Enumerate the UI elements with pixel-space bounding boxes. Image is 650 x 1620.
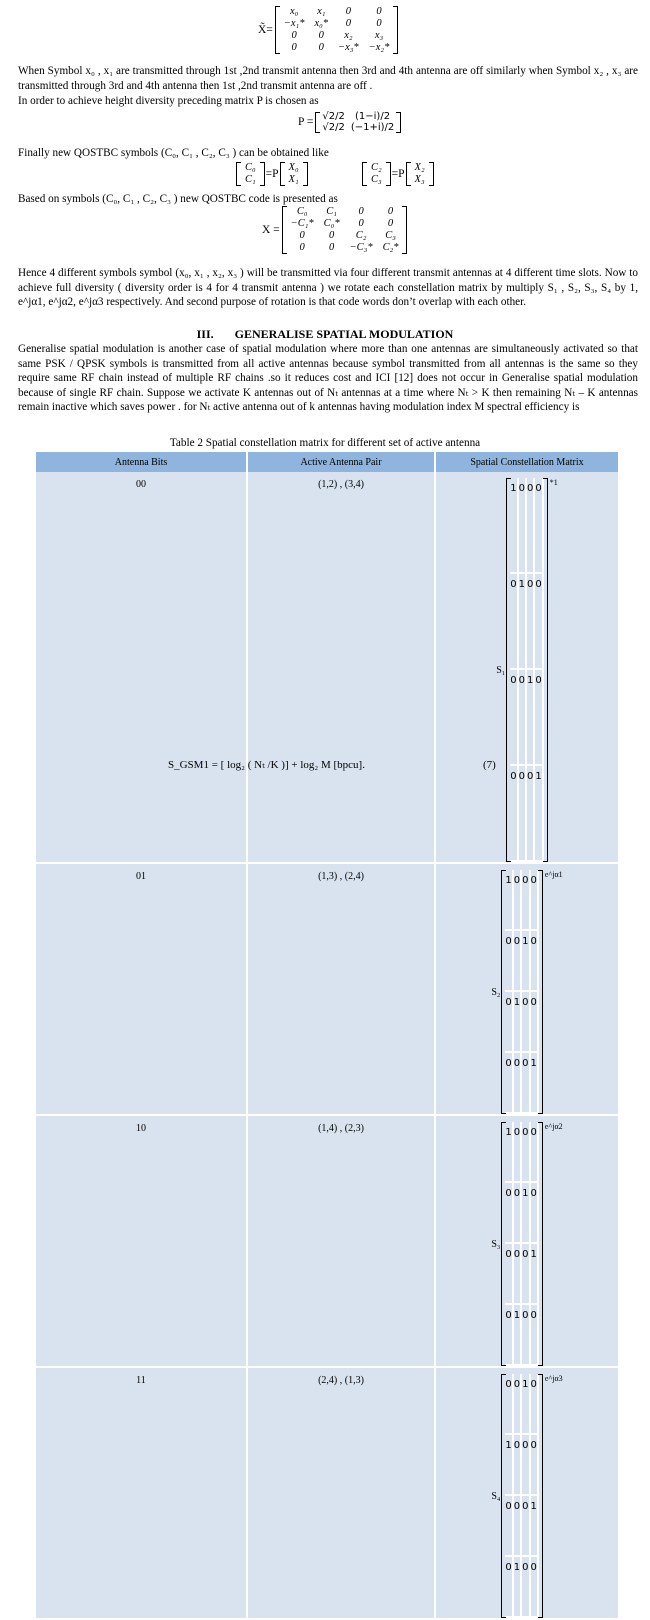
matrix-cell: 0 [513, 930, 521, 991]
section-heading [0, 327, 650, 343]
matrix-symbol: S₄ [491, 1490, 501, 1502]
equation-c23 [362, 162, 434, 186]
matrix-cell: 1 [513, 1556, 521, 1617]
matrix-cell: 0 [534, 478, 542, 573]
matrix-cell: −C₁* [290, 218, 314, 230]
antenna-bits-cell: 01 [36, 863, 247, 1115]
matrix-cell: 1 [521, 930, 529, 991]
matrix-cell: 0 [513, 1434, 521, 1495]
matrix-cell: √2/2 [322, 111, 345, 122]
matrix-cell: X₀ [288, 162, 299, 173]
matrix-row [286, 230, 404, 242]
matrix-cell: 0 [510, 765, 517, 861]
matrix-row [505, 991, 538, 1052]
constellation-matrix-cell [435, 1367, 619, 1619]
matrix [501, 1122, 543, 1366]
matrix-cell: 0 [505, 1052, 512, 1113]
matrix-cell: 0 [345, 18, 351, 30]
matrix-row [505, 1374, 538, 1434]
matrix-cell: 0 [530, 1374, 538, 1434]
matrix-cell: 0 [376, 18, 382, 30]
matrix-rhs [406, 162, 434, 186]
matrix-cell: C₃ [385, 230, 396, 242]
matrix-cell: 0 [376, 6, 382, 17]
matrix-row [240, 162, 261, 174]
matrix-cell: 0 [291, 42, 297, 54]
matrix-row [505, 1304, 538, 1365]
matrix-cell: 0 [513, 1182, 521, 1243]
equation-label: X = [262, 223, 280, 236]
matrix-row [505, 1182, 538, 1243]
matrix-cell: 0 [521, 1434, 529, 1495]
matrix-cell: 0 [505, 1556, 512, 1617]
matrix-row [510, 765, 543, 861]
matrix-cell: −x₁* [283, 18, 305, 30]
matrix-row [284, 162, 304, 174]
matrix-row [510, 669, 543, 765]
matrix-cell: 0 [513, 1243, 521, 1304]
matrix-cell: 0 [329, 230, 335, 242]
paragraph-3: Finally new QOSTBC symbols (C₀, C₁ , C₂, C₃ ) can be obtained like [18, 147, 329, 159]
constellation-matrix-cell [435, 1115, 619, 1367]
matrix-row [319, 123, 397, 134]
matrix-row [505, 1243, 538, 1304]
matrix-cell: 1 [530, 1243, 538, 1304]
column-header: Spatial Constellation Matrix [435, 452, 619, 472]
matrix-cell: 0 [518, 478, 526, 573]
matrix-cell: C₃ [371, 174, 382, 186]
matrix-cell: 0 [530, 1304, 538, 1365]
matrix-cell: C₂* [382, 242, 399, 254]
matrix-cell: 1 [510, 478, 517, 573]
antenna-bits-cell: 11 [36, 1367, 247, 1619]
matrix-cell: 1 [526, 669, 534, 765]
equation-x [262, 206, 407, 254]
matrix-cell: 0 [510, 669, 517, 765]
matrix-cell: 0 [505, 1304, 512, 1365]
constellation-matrix [436, 1374, 618, 1618]
matrix-row [510, 573, 543, 669]
matrix-cell: 0 [521, 870, 529, 930]
matrix-cell: 1 [513, 1304, 521, 1365]
matrix-cell: 0 [513, 1122, 521, 1182]
matrix-cell: 1 [521, 1182, 529, 1243]
matrix-lhs [236, 162, 265, 186]
matrix-row [319, 112, 397, 123]
antenna-pair-cell: (2,4) , (1,3) [247, 1367, 435, 1619]
matrix-cell: 0 [505, 991, 512, 1052]
matrix-cell: 0 [505, 1243, 512, 1304]
equation-p [298, 112, 401, 133]
matrix-cell: 0 [345, 6, 351, 17]
matrix-cell: C₁ [326, 206, 337, 217]
antenna-bits-cell: 00 [36, 472, 247, 863]
matrix-cell: 0 [530, 1122, 538, 1182]
equation-x-tilde [258, 6, 398, 54]
matrix-cell: x₀* [314, 18, 329, 30]
matrix-cell: 0 [521, 1556, 529, 1617]
matrix-cell: 0 [530, 1182, 538, 1243]
section-title: GENERALISE SPATIAL MODULATION [234, 327, 454, 341]
matrix-row [505, 1556, 538, 1617]
matrix-cell: 0 [299, 230, 305, 242]
matrix-cell: 1 [521, 1374, 529, 1434]
rotation-factor: e^jα3 [544, 1374, 563, 1383]
spatial-constellation-table [36, 452, 620, 1620]
constellation-matrix-cell [435, 472, 619, 863]
matrix-cell: x₃ [374, 30, 384, 42]
matrix-cell: 0 [530, 870, 538, 930]
matrix-row [505, 870, 538, 930]
matrix [275, 6, 399, 54]
matrix-row [505, 1052, 538, 1113]
paragraph-5: Hence 4 different symbols symbol (x₀, x₁ , x₂, x₃ ) will be transmitted via four different transmit antennas at 4 different time slots. Now to achieve full diversity ( diversity order is 4 for 4 transmit antenna ) we rotate each constellation matrix by multiply S₁ , S₂, S₃, S₄ by 1, e^jα1, e^jα2, e^jα3 respectively. And second purpose of rotation is that code words don’t overlap with each other. [18, 267, 638, 309]
matrix-cell: 0 [358, 218, 364, 230]
rotation-factor: e^jα2 [544, 1122, 563, 1131]
matrix-cell: X₂ [414, 162, 425, 173]
matrix-cell: 0 [530, 991, 538, 1052]
constellation-matrix [436, 870, 618, 1114]
matrix-cell: X₁ [288, 174, 299, 186]
matrix-cell: 0 [518, 669, 526, 765]
matrix [501, 1374, 543, 1618]
rotation-factor: e^jα1 [544, 870, 563, 879]
matrix-row [505, 1122, 538, 1182]
spectral-efficiency-formula: S_GSM1 = [ log₂ ( Nₜ /K )] + log₂ M [bpcu]. [168, 759, 365, 771]
constellation-matrix-cell [435, 863, 619, 1115]
constellation-matrix [436, 1122, 618, 1366]
matrix [315, 112, 401, 133]
paragraph-2: In order to achieve height diversity preceding matrix P is chosen as [18, 95, 319, 107]
table-row [36, 1115, 619, 1367]
matrix-cell: 0 [521, 1495, 529, 1556]
matrix-row [366, 174, 387, 186]
paragraph-6: Generalise spatial modulation is another case of spatial modulation where more than one antennas are simultaneously activated so that same PSK / QPSK symbols is transmitted from all active antennas because symbol transmitted from all antennas is the same so they require same RF chain instead of multiple RF chains .so it reduces cost and ICI [12] does not occur in Generalise spatial modulation because of single RF chain. Suppose we activate K antennas out of Nₜ antennas at a time where Nₜ > K then remaining Nₜ – K antennas remain inactive which saves power . for Nₜ active antenna out of k antennas having modulation index M spectral efficiency is [18, 343, 638, 414]
antenna-pair-cell: (1,3) , (2,4) [247, 863, 435, 1115]
constellation-matrix [436, 478, 618, 862]
matrix-cell: 0 [513, 1052, 521, 1113]
equation-label: =P [391, 167, 405, 180]
matrix-cell: −x₂* [368, 42, 390, 54]
matrix-cell: 0 [505, 1182, 512, 1243]
matrix-cell: 1 [530, 1052, 538, 1113]
matrix-symbol: S₃ [491, 1238, 501, 1250]
matrix-cell: 0 [299, 242, 305, 254]
matrix-cell: √2/2 [322, 121, 345, 133]
matrix-row [510, 478, 543, 573]
matrix-row [279, 6, 395, 18]
rotation-factor: *1 [549, 478, 558, 487]
matrix-cell: 0 [318, 42, 324, 54]
matrix-cell: 1 [505, 1434, 512, 1495]
matrix [506, 478, 548, 862]
table-row [36, 472, 619, 863]
matrix-symbol: S₂ [491, 986, 501, 998]
matrix-cell: 0 [521, 1052, 529, 1113]
column-header: Active Antenna Pair [247, 452, 435, 472]
table-row [36, 1367, 619, 1619]
matrix-cell: 1 [505, 1122, 512, 1182]
matrix-cell: 0 [358, 206, 364, 217]
matrix-cell: 0 [521, 1304, 529, 1365]
matrix-cell: 1 [530, 1495, 538, 1556]
matrix [282, 206, 408, 254]
matrix-row [410, 174, 430, 186]
column-header: Antenna Bits [36, 452, 247, 472]
matrix-cell: x₂ [344, 30, 353, 42]
matrix-cell: 0 [521, 1122, 529, 1182]
matrix-cell: 0 [521, 1243, 529, 1304]
matrix-cell: 0 [521, 991, 529, 1052]
matrix-cell: C₂ [371, 162, 382, 173]
matrix-cell: 0 [518, 765, 526, 861]
matrix-cell: 0 [530, 1434, 538, 1495]
matrix-row [279, 18, 395, 30]
equation-number: (7) [483, 759, 496, 771]
matrix-cell: 1 [534, 765, 542, 861]
matrix-cell: 1 [505, 870, 512, 930]
matrix-cell: C₁ [245, 174, 256, 186]
matrix-cell: 0 [387, 218, 394, 230]
equation-label: X̃= [258, 23, 273, 36]
matrix-cell: 0 [526, 478, 534, 573]
matrix-cell: 1 [518, 573, 526, 669]
matrix-cell: 0 [530, 930, 538, 991]
matrix-cell: x₁ [317, 6, 326, 17]
matrix-cell: 0 [530, 1556, 538, 1617]
matrix-row [284, 174, 304, 186]
matrix-lhs [362, 162, 391, 186]
matrix-row [240, 174, 261, 186]
matrix-cell: 0 [387, 206, 394, 217]
matrix [501, 870, 543, 1114]
matrix-cell: 0 [505, 1374, 512, 1434]
matrix-cell: C₂ [355, 230, 367, 242]
antenna-pair-cell: (1,2) , (3,4) [247, 472, 435, 863]
paragraph-4: Based on symbols (C₀, C₁ , C₂, C₃ ) new QOSTBC code is presented as [18, 193, 338, 205]
matrix-cell: C₀* [323, 218, 340, 230]
matrix-cell: x₀ [289, 6, 299, 17]
matrix-row [505, 1495, 538, 1556]
equation-c01 [236, 162, 308, 186]
matrix-cell: 0 [329, 242, 335, 254]
matrix-symbol: S₁ [496, 664, 506, 676]
matrix-cell: 0 [291, 30, 297, 42]
matrix-cell: (−1+i)/2 [350, 121, 395, 133]
equation-label: P = [298, 116, 314, 129]
matrix-row [505, 1434, 538, 1495]
matrix-row [279, 42, 395, 54]
matrix-cell: 0 [526, 573, 534, 669]
matrix-cell: 0 [534, 573, 542, 669]
matrix-cell: 0 [513, 1495, 521, 1556]
equation-label: =P [265, 167, 279, 180]
paragraph-1: When Symbol x₀ , x₁ are transmitted through 1st ,2nd transmit antenna then 3rd and 4th antenna are off similarly when Symbol x₂ , x₃ are transmitted through 3rd and 4th antenna then 1st ,2nd transmit antenna are off . [18, 65, 638, 92]
matrix-cell: C₀ [296, 206, 308, 217]
matrix-cell: C₀ [245, 162, 256, 173]
matrix-cell: 0 [513, 870, 521, 930]
matrix-row [410, 162, 430, 174]
matrix-cell: −x₃* [338, 42, 359, 54]
section-number: III. [196, 327, 214, 341]
matrix-cell: 0 [505, 930, 512, 991]
table-row [36, 863, 619, 1115]
matrix-rhs [280, 162, 308, 186]
matrix-row [286, 206, 404, 218]
matrix-cell: 0 [534, 669, 542, 765]
matrix-cell: X₃ [414, 174, 425, 186]
antenna-pair-cell: (1,4) , (2,3) [247, 1115, 435, 1367]
antenna-bits-cell: 10 [36, 1115, 247, 1367]
matrix-row [286, 218, 404, 230]
matrix-row [366, 162, 387, 174]
matrix-cell: 1 [513, 991, 521, 1052]
matrix-row [286, 242, 404, 254]
matrix-cell: 0 [510, 573, 517, 669]
matrix-row [279, 30, 395, 42]
matrix-cell: (1−i)/2 [355, 111, 391, 122]
matrix-cell: 0 [318, 30, 324, 42]
matrix-cell: 0 [505, 1495, 512, 1556]
matrix-cell: 0 [513, 1374, 521, 1434]
table-caption: Table 2 Spatial constellation matrix for different set of active antenna [169, 437, 481, 449]
matrix-row [505, 930, 538, 991]
matrix-cell: −C₃* [349, 242, 373, 254]
matrix-cell: 0 [526, 765, 534, 861]
